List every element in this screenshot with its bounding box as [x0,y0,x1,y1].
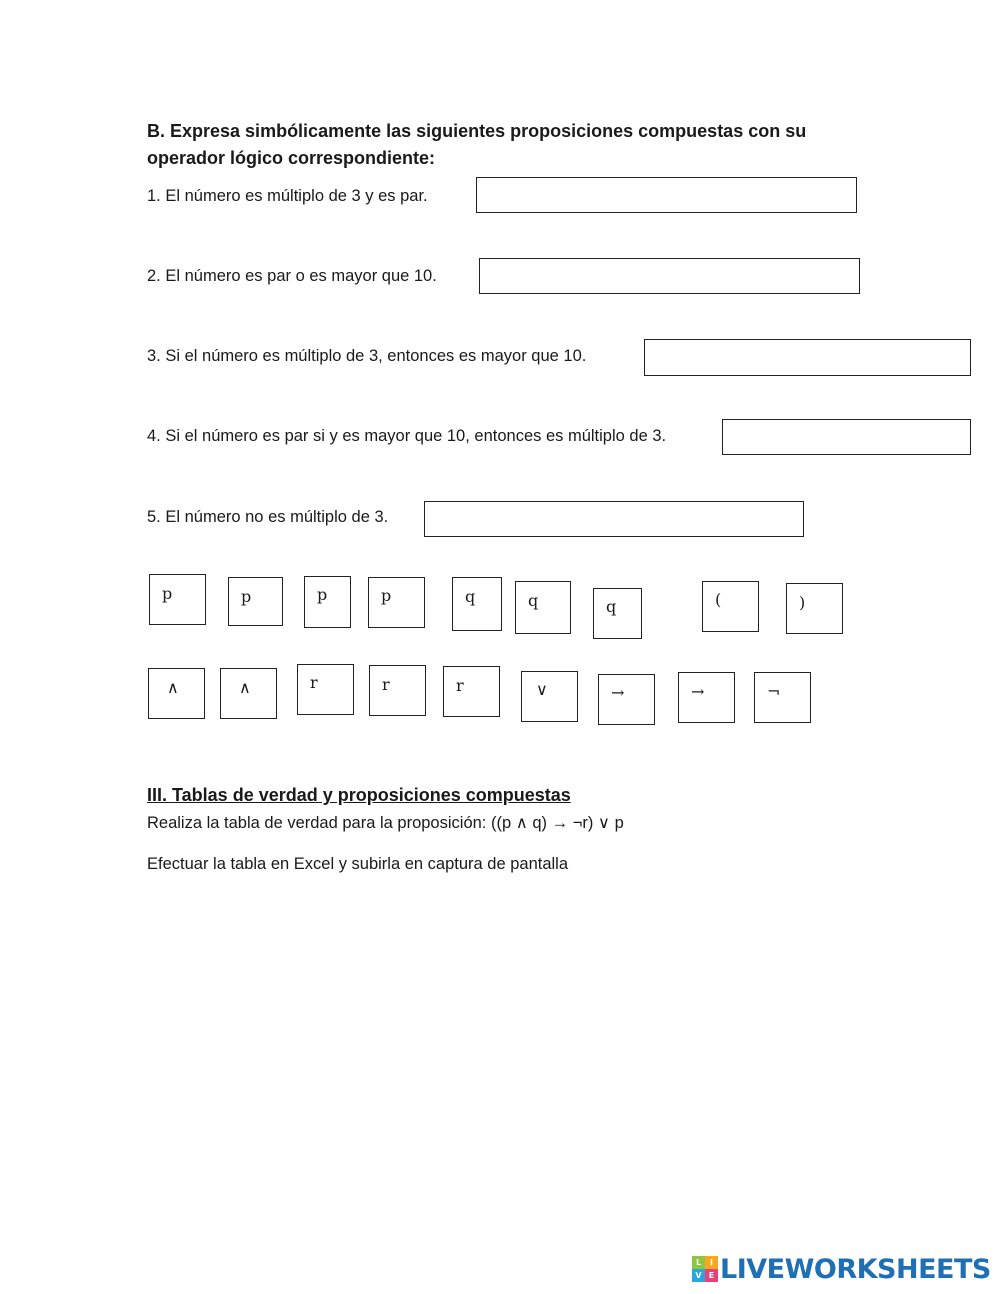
tile-p[interactable] [368,577,425,628]
tile-label: ∧ [167,678,179,697]
excel-note: Efectuar la tabla en Excel y subirla en captura de pantalla [147,855,569,873]
tile-label: p [317,585,328,604]
tile-r[interactable] [443,666,500,717]
logo-wordmark: LIVEWORKSHEETS [720,1253,991,1285]
logo-mark-icon [692,1256,718,1282]
tile-label: ( [715,590,722,609]
answer-input-5[interactable] [424,501,804,537]
tile-p[interactable] [304,576,351,628]
logo-mark-letter: V [692,1269,705,1282]
tile-and[interactable] [148,668,205,719]
answer-input-3[interactable] [644,339,971,376]
question-1-text: 1. El número es múltiplo de 3 y es par. [147,187,428,205]
tile-q[interactable] [452,577,502,631]
logo-mark-letter: E [705,1269,718,1282]
liveworksheets-logo [692,1254,991,1284]
question-3-text: 3. Si el número es múltiplo de 3, entonces es mayor que 10. [147,347,587,365]
tile-label: q [528,591,539,610]
question-5-text: 5. El número no es múltiplo de 3. [147,508,389,526]
answer-input-2[interactable] [479,258,860,294]
answer-input-4[interactable] [722,419,971,455]
tile-label: r [310,673,318,692]
question-4-text: 4. Si el número es par si y es mayor que 10, entonces es múltiplo de 3. [147,427,667,445]
tile-label: p [162,584,173,603]
tile-label: q [606,597,617,616]
tile-label: ∨ [536,680,548,699]
tile-label: ∧ [239,678,251,697]
tile-or[interactable] [521,671,578,722]
truth-table-instruction: Realiza la tabla de verdad para la proposición: ((p ∧ q) → ¬r) ∨ p [147,814,624,832]
logo-mark-letter: L [692,1256,705,1269]
tile-label: p [241,587,252,606]
tile-label: r [382,675,390,694]
tile-r[interactable] [369,665,426,716]
tile-label: → [691,682,705,701]
tile-q[interactable] [593,588,642,639]
tile-p[interactable] [228,577,283,626]
tile-open-paren[interactable] [702,581,759,632]
answer-input-1[interactable] [476,177,857,213]
section-iii-title: III. Tablas de verdad y proposiciones compuestas [147,785,571,805]
tile-not[interactable] [754,672,811,723]
tile-close-paren[interactable] [786,583,843,634]
section-b-title: B. Expresa simbólicamente las siguientes proposiciones compuestas con su operador lógico correspondiente: [147,121,807,168]
tile-implies[interactable] [678,672,735,723]
tile-label: → [611,683,625,702]
question-2-text: 2. El número es par o es mayor que 10. [147,267,437,285]
tile-and[interactable] [220,668,277,719]
tile-label: q [465,587,476,606]
tile-implies[interactable] [598,674,655,725]
tile-label: p [381,586,392,605]
logo-mark-letter: I [705,1256,718,1269]
tile-label: r [456,676,464,695]
tile-p[interactable] [149,574,206,625]
tile-label: ¬ [767,682,781,701]
tile-r[interactable] [297,664,354,715]
tile-q[interactable] [515,581,571,634]
tile-label: ) [799,593,806,612]
